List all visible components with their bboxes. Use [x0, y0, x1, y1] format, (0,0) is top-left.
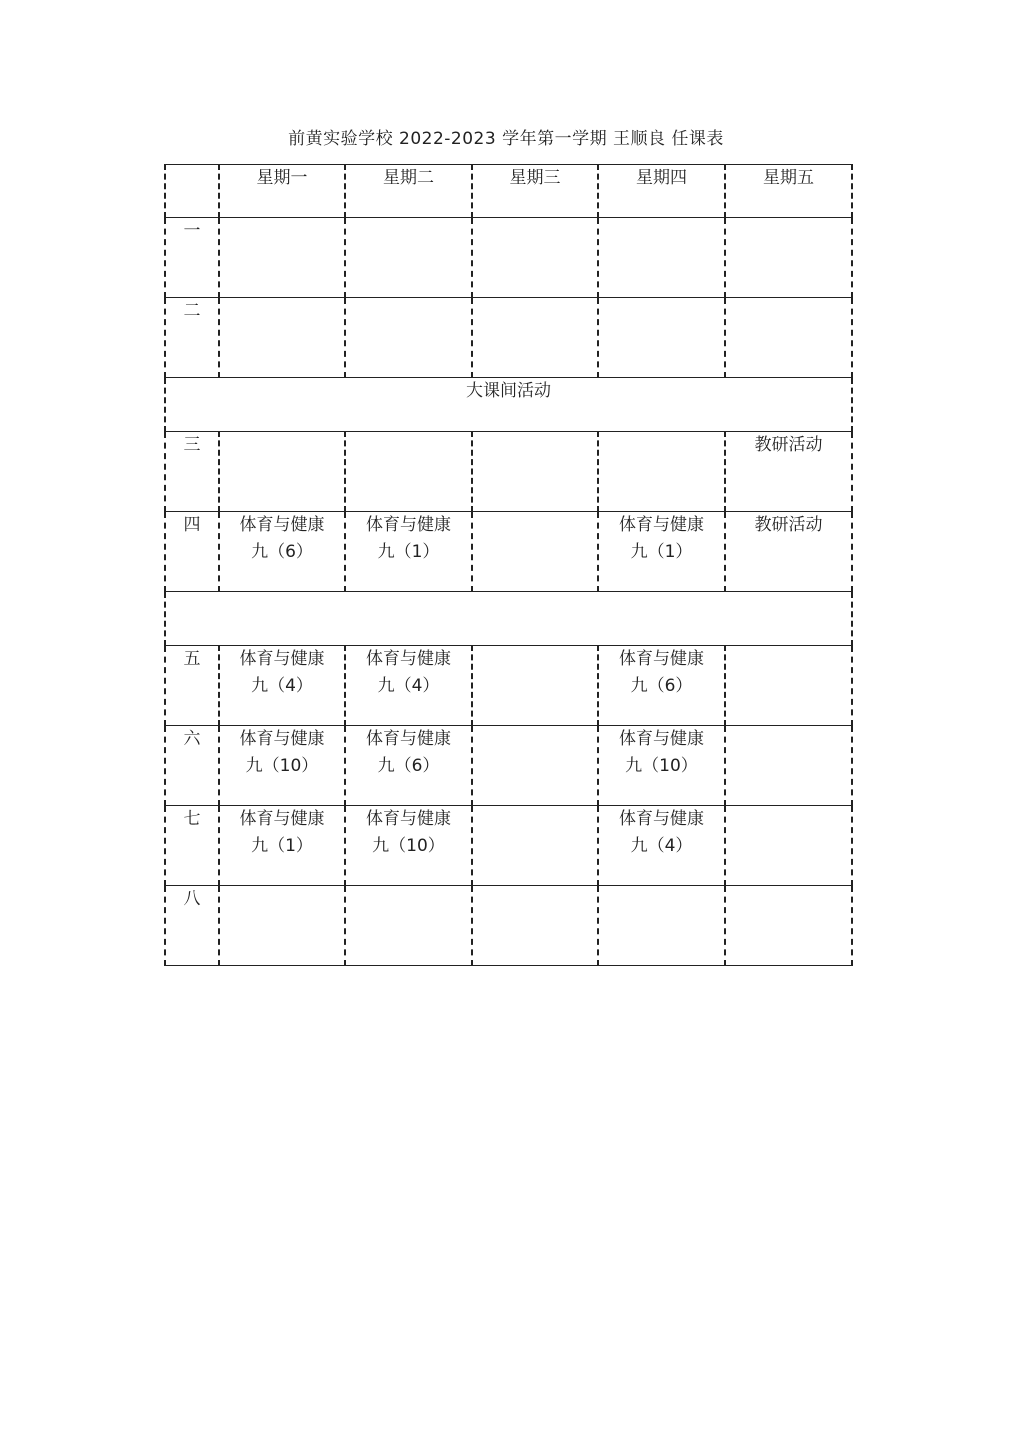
cell [219, 646, 345, 726]
cell-subject: 体育与健康 [366, 515, 451, 535]
cell [472, 726, 598, 806]
cell [725, 218, 852, 298]
day-header-tue: 星期二 [345, 165, 472, 218]
cell-class: 九（10） [625, 756, 698, 776]
cell-subject: 体育与健康 [619, 649, 704, 669]
cell-subject: 体育与健康 [239, 515, 325, 535]
cell [219, 726, 345, 806]
cell-subject: 体育与健康 [239, 809, 325, 829]
cell-class: 九（1） [630, 542, 693, 562]
break-activity: 大课间活动 [165, 378, 852, 432]
period-label: 三 [165, 432, 219, 512]
cell-subject: 体育与健康 [619, 809, 704, 829]
day-header-mon: 星期一 [219, 165, 345, 218]
blank-span-cell [165, 592, 852, 646]
period-row-5 [165, 646, 852, 726]
cell-class: 九（10） [245, 756, 319, 776]
cell [725, 726, 852, 806]
cell [219, 218, 345, 298]
cell [472, 298, 598, 378]
period-row-6 [165, 726, 852, 806]
cell-subject: 体育与健康 [619, 515, 704, 535]
period-row-1 [165, 218, 852, 298]
cell-class: 九（4） [630, 836, 693, 856]
cell [598, 218, 725, 298]
cell-subject: 体育与健康 [366, 649, 451, 669]
corner-cell [165, 165, 219, 218]
cell [345, 512, 472, 592]
cell-class: 九（10） [372, 836, 445, 856]
cell [219, 886, 345, 966]
schedule-table [164, 164, 853, 966]
cell-class: 九（4） [377, 676, 440, 696]
cell-subject: 体育与健康 [239, 649, 325, 669]
cell [345, 646, 472, 726]
period-label: 八 [165, 886, 219, 966]
cell [598, 886, 725, 966]
cell [598, 646, 725, 726]
period-label: 七 [165, 806, 219, 886]
cell [472, 646, 598, 726]
cell [598, 806, 725, 886]
cell-subject: 体育与健康 [239, 729, 325, 749]
cell [598, 432, 725, 512]
page-title: 前黄实验学校 2022-2023 学年第一学期 王顺良 任课表 [288, 129, 724, 149]
cell [345, 726, 472, 806]
period-label: 二 [165, 298, 219, 378]
period-label: 四 [165, 512, 219, 592]
cell [472, 432, 598, 512]
cell [345, 886, 472, 966]
period-row-3 [165, 432, 852, 512]
cell [345, 298, 472, 378]
cell [598, 726, 725, 806]
cell [725, 298, 852, 378]
cell [725, 432, 852, 512]
cell-class: 九（6） [377, 756, 440, 776]
cell [725, 886, 852, 966]
cell [219, 432, 345, 512]
cell [725, 806, 852, 886]
period-label: 一 [165, 218, 219, 298]
cell-class: 九（6） [630, 676, 693, 696]
cell-subject: 教研活动 [754, 515, 823, 535]
cell [345, 806, 472, 886]
cell [219, 512, 345, 592]
cell [472, 886, 598, 966]
cell [598, 298, 725, 378]
period-label: 五 [165, 646, 219, 726]
day-header-wed: 星期三 [472, 165, 598, 218]
cell-subject: 体育与健康 [366, 729, 451, 749]
cell [472, 512, 598, 592]
cell [345, 218, 472, 298]
cell-subject: 体育与健康 [366, 809, 451, 829]
break-row [165, 378, 852, 432]
header-row [165, 165, 852, 218]
cell [725, 512, 852, 592]
cell [345, 432, 472, 512]
period-row-2 [165, 298, 852, 378]
period-row-7 [165, 806, 852, 886]
blank-row [165, 592, 852, 646]
day-header-thu: 星期四 [598, 165, 725, 218]
cell [598, 512, 725, 592]
cell-subject: 体育与健康 [619, 729, 704, 749]
cell [219, 298, 345, 378]
cell [472, 806, 598, 886]
cell-subject: 教研活动 [754, 435, 823, 455]
cell-class: 九（6） [251, 542, 313, 562]
cell-class: 九（1） [377, 542, 440, 562]
period-label: 六 [165, 726, 219, 806]
period-row-4 [165, 512, 852, 592]
period-row-8 [165, 886, 852, 966]
day-header-fri: 星期五 [725, 165, 852, 218]
cell-class: 九（1） [251, 836, 313, 856]
cell [219, 806, 345, 886]
cell [725, 646, 852, 726]
cell [472, 218, 598, 298]
cell-class: 九（4） [251, 676, 313, 696]
